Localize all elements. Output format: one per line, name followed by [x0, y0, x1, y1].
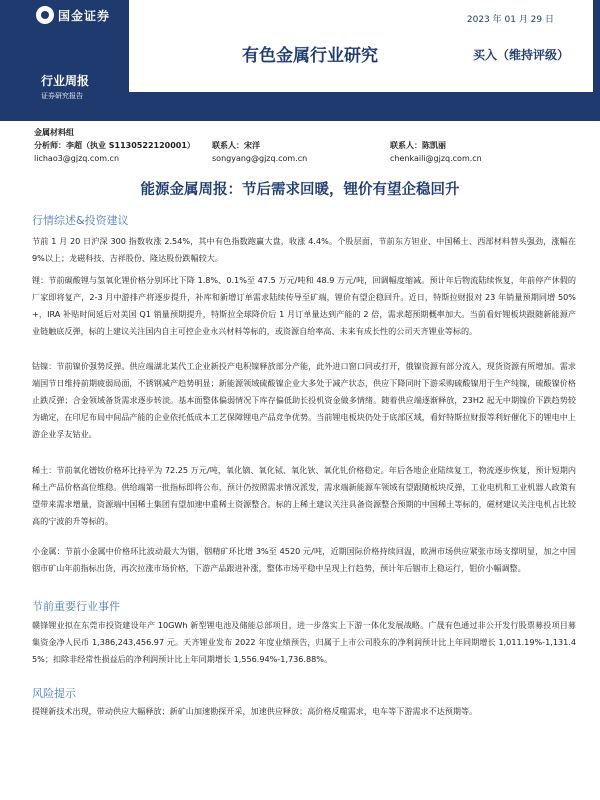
analyst-li-chao [34, 140, 195, 163]
para-rare-earth: 稀土：节前氧化镨钕价格环比持平为 72.25 万元/吨，氧化镝、氧化铽、氧化钬、氧化钆价格稳定。年后各地企业陆续复工，物流逐步恢复，预计短期内稀土产品价格高位维稳。供给端第一批指标即将公布，预计仍按照需求情况派发，需求端新能源车领域有望跟随板块反弹，工业电机和工业机器人政策有望带来需求增量，资源端中国稀土集团有望加速中重稀土资源整合。标的上稀土建议关注具备资源整合预期的中国稀土等标的，磁材建议关注电机占比较高的宁波韵升等标的。 [32, 465, 576, 526]
contact-song-yang [212, 140, 307, 163]
brand-mark-icon [36, 6, 54, 24]
report-title: 有色金属行业研究 [242, 46, 378, 66]
section-heading-overview: 行情综述&投资建议 [32, 214, 129, 227]
analyst-line: 联系人：陈凯丽 [390, 141, 446, 150]
contact-chen-kaili [390, 140, 482, 163]
report-type: 行业周报 [41, 74, 90, 88]
analyst-email[interactable]: songyang@gjzq.com.cn [212, 154, 308, 163]
report-date: 2023 年 01 月 29 日 [466, 15, 554, 25]
main-title: 能源金属周报：节后需求回暖，锂价有望企稳回升 [140, 182, 460, 198]
para-minor-metals: 小金属：节前小金属中价格环比波动最大为铟，铟精矿环比增 3%至 4520 元/吨，近期国际价格持续回温，欧洲市场供应紧张市场支撑明显，加之中国铟市矿山年前指标出货，再次拉涨市场价格，下游产品跟进补涨，整体市场平稳中呈现上行趋势，预计年后铟市上稳运行，钼价小幅调整。 [32, 546, 576, 573]
section-heading-risks: 风险提示 [32, 687, 76, 700]
brand-logo [36, 6, 110, 24]
para-risks: 提锂新技术出现，带动供应大幅释放；新矿山加速勘探开采，加速供应释放；高价格反噬需求，电车等下游需求不达预期等。 [32, 706, 478, 716]
report-subtype: 证券研究报告 [41, 92, 83, 100]
analyst-email[interactable]: lichao3@gjzq.com.cn [34, 154, 120, 163]
section-heading-events: 节前重要行业事件 [32, 600, 120, 613]
team-name: 金属材料组 [34, 128, 74, 137]
analyst-line: 分析师：李超（执业 S1130522120001） [34, 141, 195, 150]
para-events: 赣锋锂业拟在东莞市投资建设年产 10GWh 新型锂电池及储能总部项目，进一步落实上下游一体化发展战略。广晟有色通过非公开发行股票募投项目募集资金净人民币 1,386,243,456.97 元。天齐锂业发布 2022 年度业绩预告，归属于上市公司股东的净利润预计比上年同期增长 1,011.19%-1,131.45%；扣除非经常性损益后的净利润预计比上年同期增长 1,556.94%-1,736.88%。 [32, 620, 576, 664]
report-header [0, 0, 600, 121]
para-market: 节前 1 月 20 日沪深 300 指数收涨 2.54%，其中有色指数跑赢大盘，收涨 4.4%。个股层面，节前东方钽业、中国稀土、西部材料替头强劲，涨幅在 9%以上；龙磁科技、吉祥股份、隆达股份跌幅较大。 [32, 236, 576, 263]
brand-name: 国金证券 [58, 8, 111, 23]
para-cobalt-nickel: 钴镍：节前镍价强势反弹。供应端湖北某代工企业新投产电积镍释放部分产能，此外进口窗口同或打开，俄镍资源有部分流入，现货资源有所增加。需求端国节日维持前期疲弱局面，不锈钢减产趋势明显；新能源领域硫酸镍企业大多处于减产状态，供应下降同时下游采购硫酸镍用于生产纯镍，硫酸镍价格止跌反弹；合金领域备货需求逐步转淡。基本面整体偏弱情况下库存偏低助长投机资金做多情绪。随着供应端逐渐释放，23H2 起无中期镍价下跌趋势较为确定，在印尼布局中间品产能的企业依托低成本工艺保障锂电产品竞争优势。当前锂电板块仍处于底部区域，看好特斯拉财报等利好催化下的锂电中上游企业孚友钴业。 [32, 361, 576, 439]
rating: 买入（维持评级） [473, 48, 570, 62]
analyst-email[interactable]: chenkaili@gjzq.com.cn [390, 154, 482, 163]
para-lithium: 锂：节前碳酸锂与氢氧化锂价格分别环比下降 1.8%、0.1%至 47.5 万元/吨和 48.9 万元/吨，回调幅度缩减。预计年后物流陆续恢复，年前停产休假的厂家即将复产，2-3 月中游排产将逐步提升，补库和新增订单需求陆续传导至矿端，锂价有望企稳回升。近日，特斯拉财报对 23 年销量预期同增 50%+，IRA 补贴时间延后对美国 Q1 销量预期提升，特斯拉全球降价后 1 月订单量达到产能的 2 倍，需求超预期概率加大。当前看好锂板块跟随新能源产业链触底反弹，标的上建议关注国内自主可控企业永兴材料等标的，或资源自给率高、未来有成长性的公司天齐锂业等标的。 [32, 275, 576, 336]
analyst-line: 联系人：宋洋 [212, 141, 260, 150]
